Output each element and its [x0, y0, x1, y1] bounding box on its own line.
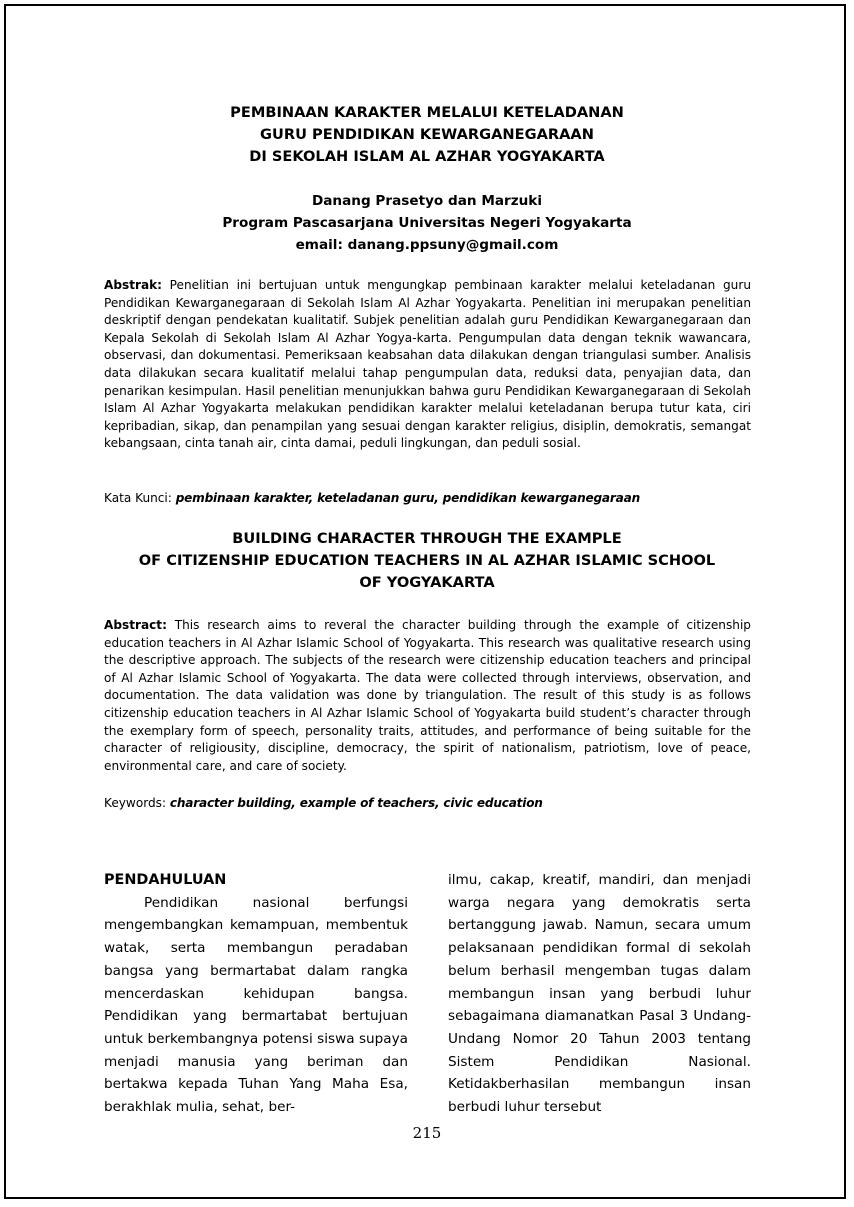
- body-column-left: [104, 869, 408, 1119]
- title-line: PEMBINAAN KARAKTER MELALUI KETELADANAN: [230, 104, 624, 121]
- section-heading: PENDAHULUAN: [104, 872, 227, 888]
- title-line: DI SEKOLAH ISLAM AL AZHAR YOGYAKARTA: [249, 148, 605, 165]
- keywords-separator: :: [161, 796, 170, 810]
- title-line: OF YOGYAKARTA: [359, 574, 495, 591]
- title-english: [0, 528, 854, 594]
- keywords: [104, 794, 764, 812]
- kata-kunci: [104, 489, 764, 507]
- abstract-label: Abstract:: [104, 618, 167, 632]
- keywords-terms: character building, example of teachers, civic education: [169, 796, 543, 810]
- kata-kunci-separator: :: [167, 491, 176, 505]
- title-line: GURU PENDIDIKAN KEWARGANEGARAAN: [260, 126, 594, 143]
- body-paragraph: ilmu, cakap, kreatif, mandiri, dan menjadi warga negara yang demokratis serta bertanggung jawab. Namun, secara umum pelaksanaan pendidikan formal di sekolah belum berhasil mengemban tugas dalam membangun insan yang berbudi luhur sebagaimana diamanatkan Pasal 3 Undang-Undang Nomor 20 Tahun 2003 tentang Sistem Pendidikan Nasional. Ketidakberhasilan membangun insan berbudi luhur tersebut: [448, 872, 751, 1116]
- author-affiliation: Program Pascasarjana Universitas Negeri Yogyakarta: [222, 215, 632, 231]
- abstrak-text: Penelitian ini bertujuan untuk mengungkap pembinaan karakter melalui keteladanan guru Pendidikan Kewarganegaraan di Sekolah Islam Al Azhar Yogyakarta. Penelitian ini merupakan penelitian deskriptif dengan pendekatan kualitatif. Subjek penelitian adalah guru Pendidikan Kewarganegaraan dan Kepala Sekolah di Sekolah Islam Al Azhar Yogya-karta. Pengumpulan data dengan teknik wawancara, observasi, dan dokumentasi. Pemeriksaan keabsahan data dilakukan dengan triangulasi sumber. Analisis data dilakukan secara kualitatif melalui tahap pengumpulan data, reduksi data, penyajian data, dan penarikan kesimpulan. Hasil penelitian menunjukkan bahwa guru Pendidikan Kewarganegaraan di Sekolah Islam Al Azhar Yogyakarta melakukan pendidikan karakter melalui keteladanan berupa tutur kata, ciri kepribadian, sikap, dan penampilan yang sesuai dengan karakter religius, disiplin, demokratis, semangat kebangsaan, cinta tanah air, cinta damai, peduli lingkungan, dan peduli sosial.: [104, 278, 751, 451]
- title-line: OF CITIZENSHIP EDUCATION TEACHERS IN AL AZHAR ISLAMIC SCHOOL: [138, 552, 716, 569]
- abstract-text: This research aims to reveral the character building through the example of citizenship education teachers in Al Azhar Islamic School of Yogyakarta. This research was qualitative research using the descriptive approach. The subjects of the research were citizenship education teachers and principal of Al Azhar Islamic School of Yogyakarta. The data were collected through interviews, observation, and documentation. The data validation was done by triangulation. The result of this study is as follows citizenship education teachers in Al Azhar Islamic School of Yogyakarta build student’s character through the exemplary form of speech, personality traits, attitudes, and performance of being suitable for the character of religiousity, discipline, democracy, the spirit of nationalism, patriotism, love of peace, environmental care, and care of society.: [104, 618, 751, 773]
- kata-kunci-label: Kata Kunci: [104, 491, 168, 505]
- body-column-right: [448, 869, 751, 1119]
- keywords-label: Keywords: [104, 796, 162, 810]
- title-line: BUILDING CHARACTER THROUGH THE EXAMPLE: [232, 530, 622, 547]
- title-indonesian: [0, 102, 854, 168]
- kata-kunci-terms: pembinaan karakter, keteladanan guru, pendidikan kewarganegaraan: [175, 491, 640, 505]
- body-paragraph: Pendidikan nasional berfungsi mengembangkan kemampuan, membentuk watak, serta membangun peradaban bangsa yang bermartabat dalam rangka mencerdaskan kehidupan bangsa. Pendidikan yang bermartabat bertujuan untuk berkembangnya potensi siswa supaya menjadi manusia yang beriman dan bertakwa kepada Tuhan Yang Maha Esa, berakhlak mulia, sehat, ber-: [104, 894, 408, 1116]
- author-email: email: danang.ppsuny@gmail.com: [295, 237, 559, 253]
- abstrak-paragraph: [104, 277, 751, 453]
- page-number: 215: [412, 1124, 442, 1142]
- abstrak-label: Abstrak:: [104, 278, 163, 292]
- abstract-paragraph: [104, 617, 751, 775]
- author-block: [0, 190, 854, 256]
- author-names: Danang Prasetyo dan Marzuki: [311, 193, 543, 209]
